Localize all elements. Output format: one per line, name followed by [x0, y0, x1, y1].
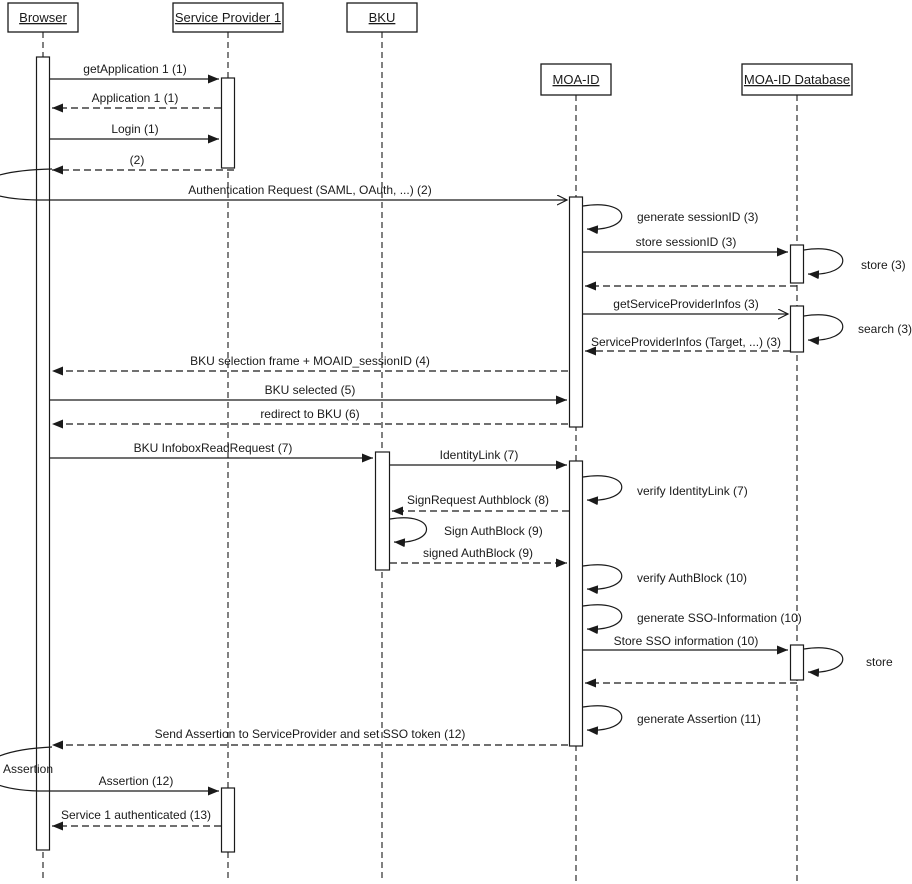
activation-bku	[376, 452, 390, 570]
activation-db-store-sso	[791, 645, 804, 680]
activation-moa-id-second	[570, 461, 583, 746]
message-label: getApplication 1 (1)	[83, 62, 187, 76]
activation-moa-id-first	[570, 197, 583, 427]
message-label: getServiceProviderInfos (3)	[613, 297, 759, 311]
message-label: Assertion (12)	[98, 774, 174, 788]
message-label: Application 1 (1)	[91, 91, 179, 105]
self-loop-generate-assertion	[583, 706, 622, 730]
actor-label-browser: Browser	[19, 10, 67, 25]
self-loop-sign-authblock	[390, 518, 427, 542]
message-label: verify IdentityLink (7)	[637, 484, 748, 498]
message-label: signed AuthBlock (9)	[422, 546, 534, 560]
actor-label-bku: BKU	[368, 10, 396, 25]
message-label: store (3)	[861, 258, 906, 272]
message-label: Assertion	[3, 762, 54, 776]
message-label: generate sessionID (3)	[637, 210, 759, 224]
message-label: store	[866, 655, 893, 669]
actor-label-moa-id-database: MOA-ID Database	[743, 72, 851, 87]
message-label: Store SSO information (10)	[613, 634, 759, 648]
message-label: IdentityLink (7)	[439, 448, 519, 462]
message-label: Login (1)	[111, 122, 159, 136]
self-loop-generate-sessionid	[583, 205, 622, 229]
message-label: search (3)	[858, 322, 912, 336]
activation-browser	[37, 57, 50, 850]
message-label: Send Assertion to ServiceProvider and set SSO token (12)	[154, 727, 466, 741]
activation-sp1-second	[222, 788, 235, 852]
message-label: generate Assertion (11)	[637, 712, 761, 726]
message-label: Authentication Request (SAML, OAuth, ...) (2)	[188, 183, 432, 197]
message-label: SignRequest Authblock (8)	[406, 493, 550, 507]
message-label: Sign AuthBlock (9)	[444, 524, 543, 538]
actor-label-service-provider-1: Service Provider 1	[174, 10, 282, 25]
self-loop-generate-sso-information	[583, 605, 622, 629]
message-label: redirect to BKU (6)	[260, 407, 360, 421]
activation-db-search	[791, 306, 804, 352]
message-label: BKU InfoboxReadRequest (7)	[133, 441, 293, 455]
self-loop-store-3	[804, 249, 843, 274]
message-label: ServiceProviderInfos (Target, ...) (3)	[590, 335, 782, 349]
self-loop-search	[804, 315, 843, 340]
self-loop-verify-identitylink	[583, 476, 622, 500]
message-label: BKU selection frame + MOAID_sessionID (4)	[190, 354, 430, 368]
message-label: BKU selected (5)	[264, 383, 356, 397]
message-label: Service 1 authenticated (13)	[60, 808, 212, 822]
activation-sp1-first	[222, 78, 235, 168]
actor-label-moa-id: MOA-ID	[552, 72, 600, 87]
activation-db-store-session	[791, 245, 804, 283]
self-loop-verify-authblock	[583, 565, 622, 589]
message-label: store sessionID (3)	[635, 235, 737, 249]
message-label: (2)	[129, 153, 145, 167]
self-loop-store	[804, 648, 843, 672]
message-label: verify AuthBlock (10)	[637, 571, 748, 585]
message-label: generate SSO-Information (10)	[637, 611, 802, 625]
